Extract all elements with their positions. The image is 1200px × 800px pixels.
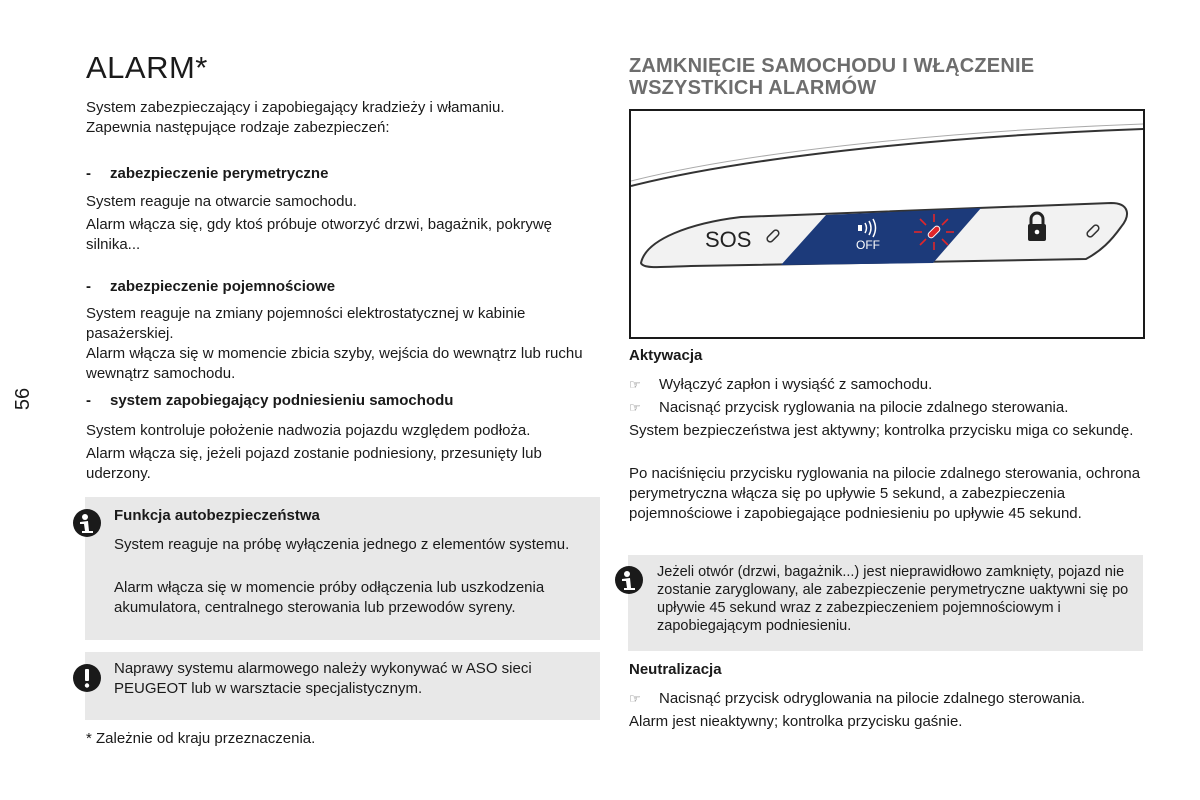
- section-heading-text: zabezpieczenie perymetryczne: [110, 165, 329, 182]
- page-title: ALARM*: [86, 50, 208, 85]
- sos-label: SOS: [705, 227, 752, 252]
- info-box-text: Jeżeli otwór (drzwi, bagażnik...) jest nieprawidłowo zamknięty, pojazd nie zostanie zaryglowany, ale zabezpieczenie perymetryczne uaktywni się po upływie 45 sekund wraz z zabezpieczeniem pojemnościowym i zapobiegającym podniesieniu.: [657, 564, 1129, 634]
- section-heading-text: zabezpieczenie pojemnościowe: [110, 278, 336, 295]
- page-number: 56: [12, 387, 34, 411]
- off-label: OFF: [856, 238, 880, 252]
- neutralization-step: [629, 689, 1144, 709]
- remote-control-figure: [629, 109, 1145, 339]
- info-icon-glyph: [73, 509, 101, 537]
- intro-text: [86, 98, 596, 138]
- info-box-paragraph: Alarm włącza się w momencie próby odłączenia lub uszkodzenia akumulatora, centralnego sterowania lub przewodów syreny.: [114, 579, 545, 616]
- warning-text: Naprawy systemu alarmowego należy wykonywać w ASO sieci PEUGEOT lub w warsztacie specjalistycznym.: [114, 660, 532, 697]
- intro-line: Zapewnia następujące rodzaje zabezpieczeń:: [86, 119, 390, 136]
- step-text: Wyłączyć zapłon i wysiąść z samochodu.: [659, 376, 933, 393]
- section-heading-perimeter: [86, 164, 596, 184]
- section-title: ZAMKNIĘCIE SAMOCHODU I WŁĄCZENIE WSZYSTKICH ALARMÓW: [629, 55, 1035, 99]
- paragraph: System reaguje na otwarcie samochodu.: [86, 193, 357, 210]
- warning-icon: [73, 664, 101, 692]
- exclamation-icon: [73, 664, 101, 692]
- dash: -: [86, 278, 91, 295]
- activation-heading: Aktywacja: [629, 347, 703, 364]
- paragraph: Alarm włącza się w momencie zbicia szyby, wejścia do wewnątrz lub ruchu wewnątrz samochodu.: [86, 345, 583, 382]
- paragraph: Po naciśnięciu przycisku ryglowania na pilocie zdalnego sterowania, ochrona perymetryczna włącza się po upływie 5 sekund, a zabezpieczenia pojemnościowe i zapobiegające podniesieniu po upływie 45 sekund.: [629, 465, 1141, 522]
- dash: -: [86, 392, 91, 409]
- info-icon: [73, 509, 101, 537]
- paragraph: Alarm włącza się, gdy ktoś próbuje otworzyć drzwi, bagażnik, pokrywę silnika...: [86, 216, 553, 253]
- info-icon-glyph: [615, 566, 643, 594]
- paragraph: Alarm włącza się, jeżeli pojazd zostanie podniesiony, przesunięty lub uderzony.: [86, 445, 542, 482]
- step-text: Nacisnąć przycisk ryglowania na pilocie zdalnego sterowania.: [659, 399, 1069, 416]
- paragraph: System kontroluje położenie nadwozia pojazdu względem podłoża.: [86, 422, 531, 439]
- paragraph: System bezpieczeństwa jest aktywny; kontrolka przycisku miga co sekundę.: [629, 422, 1134, 439]
- info-icon: [615, 566, 643, 594]
- neutralization-heading: Neutralizacja: [629, 661, 722, 678]
- step-text: Nacisnąć przycisk odryglowania na pilocie zdalnego sterowania.: [659, 690, 1086, 707]
- key-fob-illustration: [631, 111, 1143, 337]
- intro-line: System zabezpieczający i zapobiegający kradzieży i włamaniu.: [86, 99, 505, 116]
- pointing-hand-icon: ☞: [629, 400, 641, 415]
- led-blink-icon: [914, 214, 954, 250]
- info-box-paragraph: System reaguje na próbę wyłączenia jednego z elementów systemu.: [114, 536, 570, 553]
- dash: -: [86, 165, 91, 182]
- activation-step: [629, 375, 1144, 395]
- section-heading-capacitive: [86, 277, 596, 297]
- paragraph: System reaguje na zmiany pojemności elektrostatycznej w kabinie pasażerskiej.: [86, 305, 526, 342]
- info-box-heading: Funkcja autobezpieczeństwa: [114, 507, 320, 524]
- pointing-hand-icon: ☞: [629, 691, 641, 706]
- activation-step: [629, 398, 1144, 418]
- section-heading-text: system zapobiegający podniesieniu samochodu: [110, 392, 454, 409]
- paragraph: Alarm jest nieaktywny; kontrolka przycisku gaśnie.: [629, 713, 963, 730]
- section-heading-lift: [86, 391, 596, 411]
- footnote: * Zależnie od kraju przeznaczenia.: [86, 730, 316, 747]
- pointing-hand-icon: ☞: [629, 377, 641, 392]
